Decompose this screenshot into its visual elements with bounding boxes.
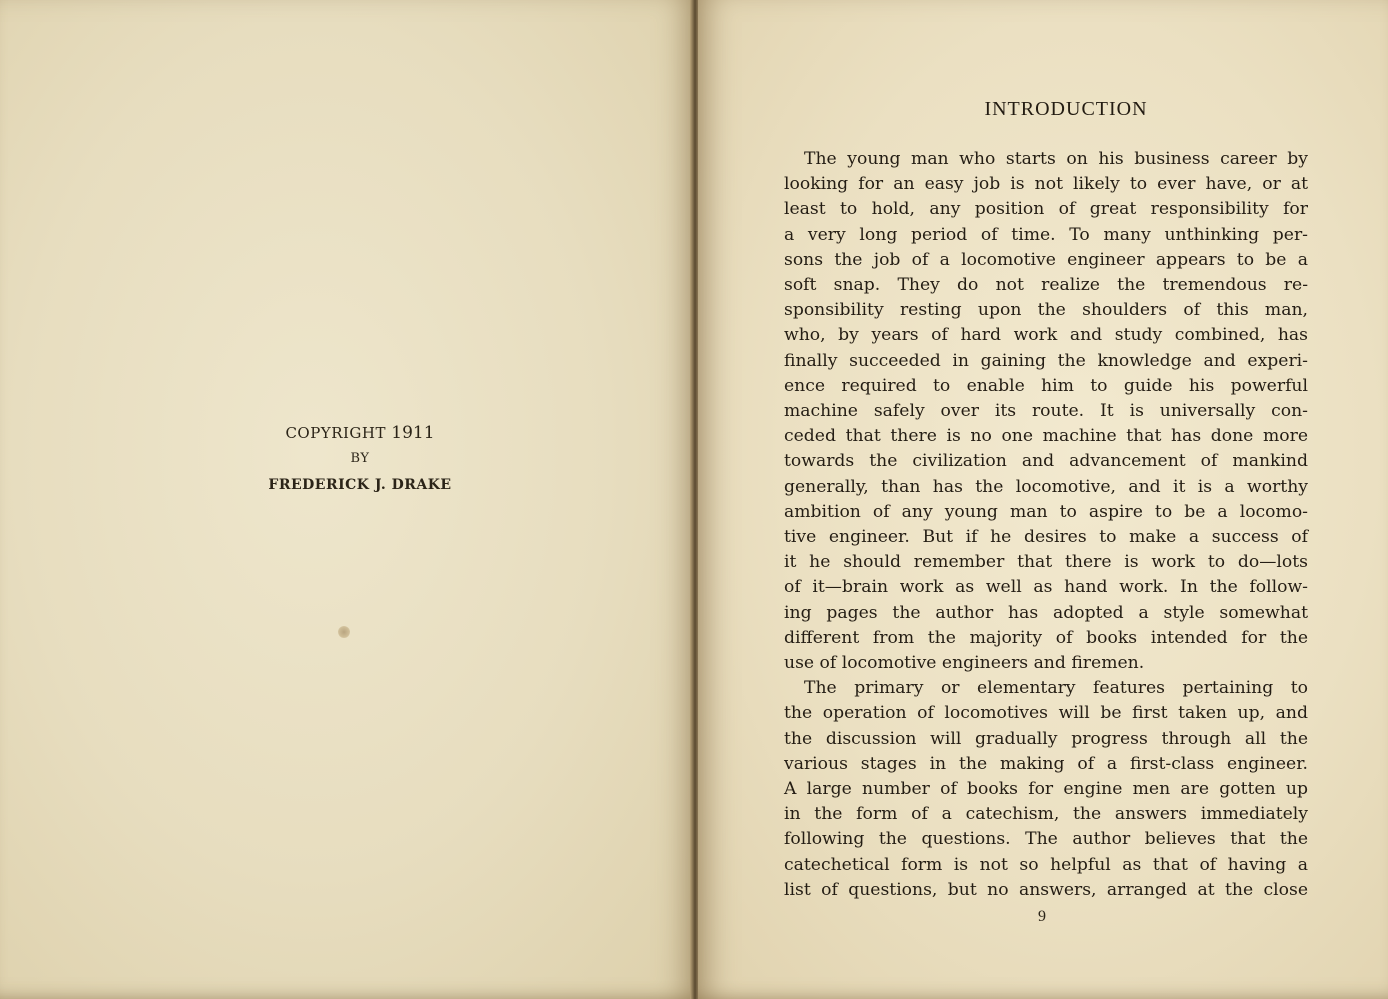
text-line: a very long period of time. To many unthinking per- xyxy=(784,224,1308,245)
text-line: towards the civilization and advancement of mankind xyxy=(784,451,1308,472)
chapter-title: INTRODUCTION xyxy=(984,98,1148,120)
text-line: least to hold, any position of great responsibility for xyxy=(784,199,1308,220)
text-line: who, by years of hard work and study combined, has xyxy=(784,325,1308,346)
copyright-line xyxy=(210,420,510,446)
text-line: generally, than has the locomotive, and it is a worthy xyxy=(784,476,1308,497)
text-line: ceded that there is no one machine that has done more xyxy=(784,426,1308,447)
copyright-year: 1911 xyxy=(391,423,435,443)
text-line: following the questions. The author believes that the xyxy=(784,829,1308,850)
text-line: The young man who starts on his business career by xyxy=(804,149,1308,169)
text-line: ence required to enable him to guide his powerful xyxy=(784,375,1308,396)
copyright-label: COPYRIGHT xyxy=(285,424,386,442)
body-text xyxy=(784,147,1308,903)
text-line: ambition of any young man to aspire to be a locomo- xyxy=(784,501,1308,522)
text-line: sponsibility resting upon the shoulders of this man, xyxy=(784,300,1308,321)
text-line: of it—brain work as well as hand work. In the follow- xyxy=(784,577,1308,598)
text-line: soft snap. They do not realize the tremendous re- xyxy=(784,275,1308,296)
paper-stain xyxy=(338,626,350,638)
text-line: list of questions, but no answers, arranged at the close xyxy=(784,879,1308,900)
text-line: ing pages the author has adopted a style somewhat xyxy=(784,602,1308,623)
text-line: the discussion will gradually progress through all the xyxy=(784,728,1308,749)
text-line: A large number of books for engine men are gotten up xyxy=(784,779,1308,800)
text-line: catechetical form is not so helpful as that of having a xyxy=(784,854,1308,875)
page-number: 9 xyxy=(1038,908,1046,925)
copyright-by: BY xyxy=(350,451,370,466)
text-line: sons the job of a locomotive engineer appears to be a xyxy=(784,249,1308,270)
text-line: in the form of a catechism, the answers immediately xyxy=(784,804,1308,825)
right-page xyxy=(698,0,1388,999)
text-line: tive engineer. But if he desires to make a success of xyxy=(784,527,1308,548)
copyright-publisher: FREDERICK J. DRAKE xyxy=(268,477,452,493)
text-line: looking for an easy job is not likely to ever have, or at xyxy=(784,174,1308,195)
text-line: finally succeeded in gaining the knowledge and experi- xyxy=(784,350,1308,371)
text-line: different from the majority of books intended for the xyxy=(784,627,1308,648)
text-line: use of locomotive engineers and firemen. xyxy=(784,653,1145,674)
text-line: machine safely over its route. It is universally con- xyxy=(784,401,1308,422)
copyright-notice xyxy=(210,420,510,498)
text-line: the operation of locomotives will be first taken up, and xyxy=(784,703,1308,724)
text-line: The primary or elementary features pertaining to xyxy=(804,678,1308,699)
text-line: various stages in the making of a first-class engineer. xyxy=(784,753,1308,774)
text-line: it he should remember that there is work to do—lots xyxy=(784,552,1308,573)
